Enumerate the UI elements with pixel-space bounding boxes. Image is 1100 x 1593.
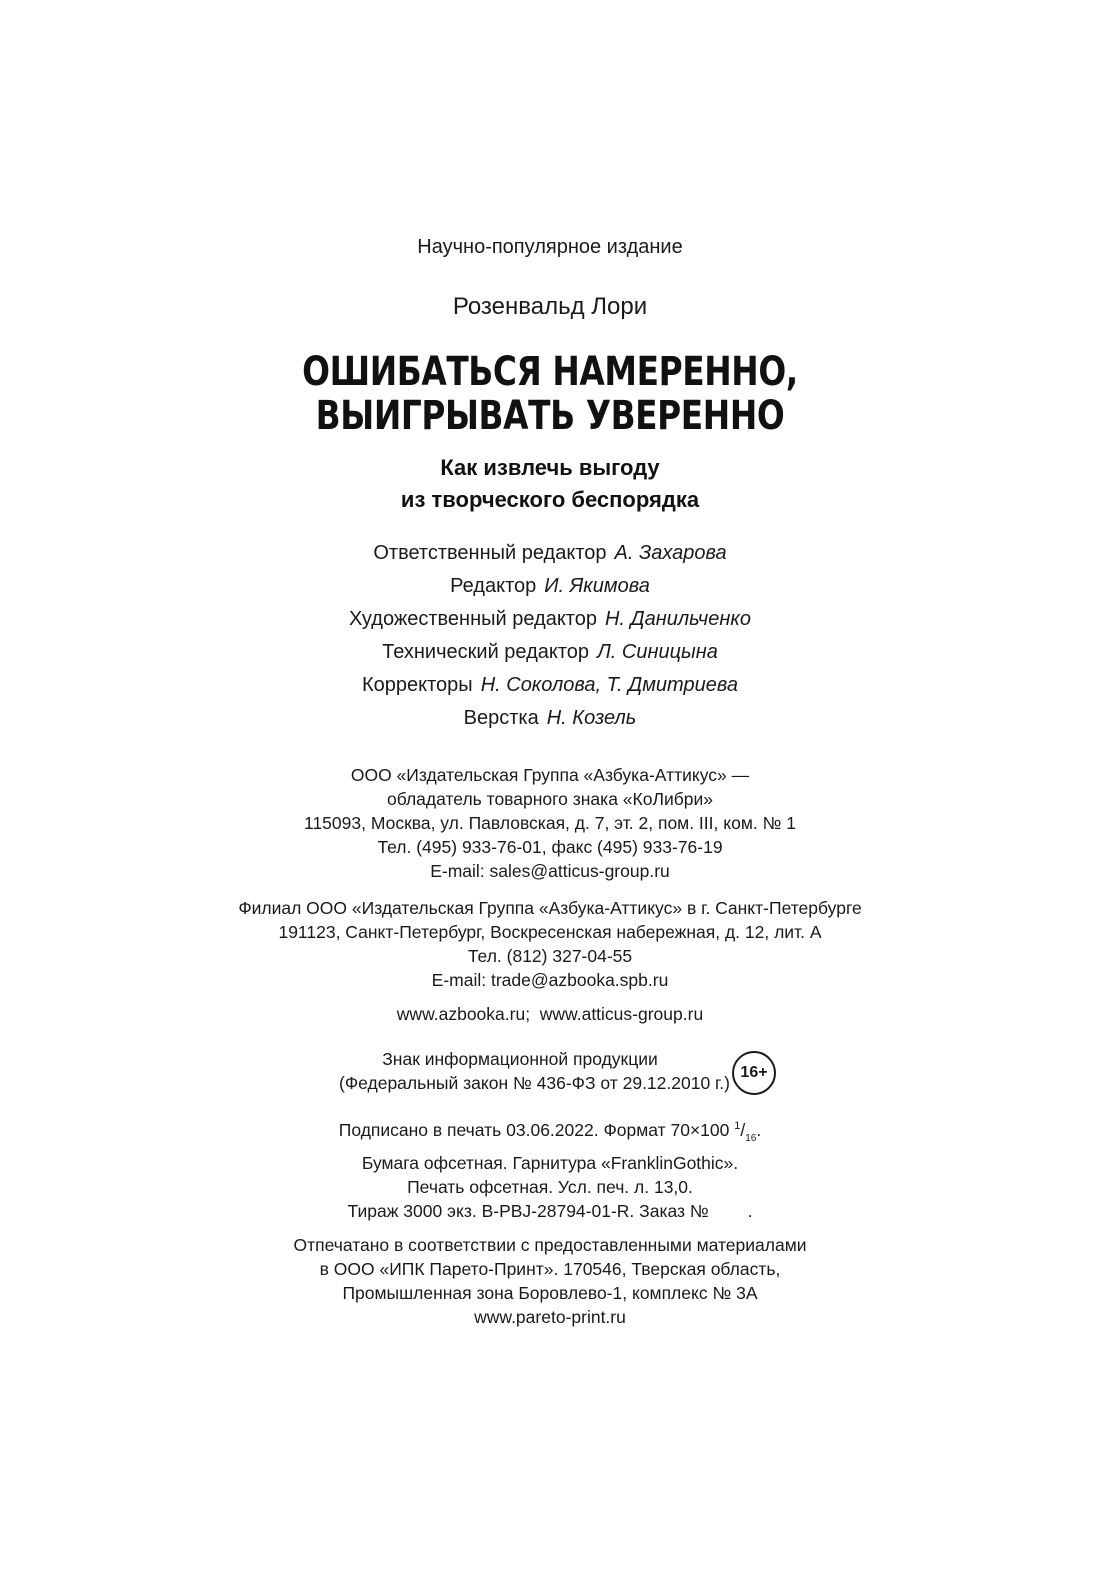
websites: www.azbooka.ru; www.atticus-group.ru <box>396 1004 704 1024</box>
print-format-end: . <box>756 1120 762 1140</box>
publisher-line: ООО «Издательская Группа «Азбука-Аттикус» — <box>350 765 750 785</box>
author-name: Розенвальд Лори <box>452 293 648 320</box>
credit-name: Н. Козель <box>546 707 637 729</box>
credit-role: Верстка <box>463 707 539 729</box>
credit-role: Ответственный редактор <box>373 542 607 564</box>
print-info-line-1: Подписано в печать 03.06.2022. Формат 70×100 $^1/_{16}$. <box>338 1120 762 1144</box>
printer-line: Промышленная зона Боровлево-1, комплекс № 3А <box>342 1283 758 1303</box>
credit-row <box>0 570 1100 603</box>
age-rating-line-1: Знак информационной продукции <box>382 1049 658 1069</box>
publisher-email: E-mail: sales@atticus-group.ru <box>430 861 670 881</box>
print-format-text: Подписано в печать 03.06.2022. Формат 70×100 <box>338 1120 735 1140</box>
print-info-line-2: Бумага офсетная. Гарнитура «FranklinGothic». <box>361 1153 739 1173</box>
printer-website: www.pareto-print.ru <box>474 1307 626 1327</box>
age-rating-line-2: (Федеральный закон № 436-ФЗ от 29.12.2010 г.) <box>339 1073 730 1093</box>
credit-row <box>0 636 1100 669</box>
publisher-line: Тел. (495) 933-76-01, факс (495) 933-76-19 <box>377 837 723 857</box>
book-title <box>99 350 1001 438</box>
credit-row <box>0 669 1100 702</box>
credit-name: Н. Соколова, Т. Дмитриева <box>480 674 738 696</box>
print-info <box>0 1114 1100 1223</box>
credit-name: Н. Данильченко <box>604 608 751 630</box>
book-title-line-1: ОШИБАТЬСЯ НАМЕРЕННО, <box>302 349 798 395</box>
print-info-line-3: Печать офсетная. Усл. печ. л. 13,0. <box>407 1177 693 1197</box>
branch-info <box>0 896 1100 992</box>
print-info-line-4: Тираж 3000 экз. B-PBJ-28794-01-R. Заказ № . <box>347 1201 753 1221</box>
branch-line: Тел. (812) 327-04-55 <box>467 946 633 966</box>
credit-name: Л. Синицына <box>597 641 718 663</box>
printer-line: Отпечатано в соответствии с предоставленными материалами <box>293 1235 807 1255</box>
credit-role: Редактор <box>450 575 537 597</box>
age-rating-badge: 16+ <box>732 1051 776 1095</box>
edition-type: Научно-популярное издание <box>417 236 683 258</box>
credit-row <box>0 603 1100 636</box>
format-fraction-numerator: 1 <box>734 1120 741 1132</box>
book-subtitle-line-2: из творческого беспорядка <box>400 487 700 512</box>
credit-name: И. Якимова <box>544 575 650 597</box>
book-title-line-2: ВЫИГРЫВАТЬ УВЕРЕННО <box>315 393 785 439</box>
credit-role: Художественный редактор <box>349 608 597 630</box>
printer-info <box>0 1233 1100 1329</box>
branch-line: 191123, Санкт-Петербург, Воскресенская набережная, д. 12, лит. А <box>278 922 822 942</box>
credit-role: Технический редактор <box>382 641 590 663</box>
branch-line: Филиал ООО «Издательская Группа «Азбука-Аттикус» в г. Санкт-Петербурге <box>238 898 862 918</box>
age-rating-text <box>280 1047 730 1095</box>
publisher-line: обладатель товарного знака «КоЛибри» <box>387 789 713 809</box>
printer-line: в ООО «ИПК Парето-Принт». 170546, Тверская область, <box>319 1259 781 1279</box>
book-subtitle <box>0 452 1100 516</box>
publisher-info <box>0 763 1100 883</box>
book-subtitle-line-1: Как извлечь выгоду <box>440 455 660 480</box>
publisher-line: 115093, Москва, ул. Павловская, д. 7, эт. 2, пом. III, ком. № 1 <box>304 813 796 833</box>
credit-row <box>0 537 1100 570</box>
credit-role: Корректоры <box>362 674 473 696</box>
format-fraction-denominator: 16 <box>745 1133 757 1144</box>
credit-name: А. Захарова <box>614 542 727 564</box>
credits-list <box>0 537 1100 735</box>
branch-email: E-mail: trade@azbooka.spb.ru <box>431 970 669 990</box>
credit-row <box>0 702 1100 735</box>
